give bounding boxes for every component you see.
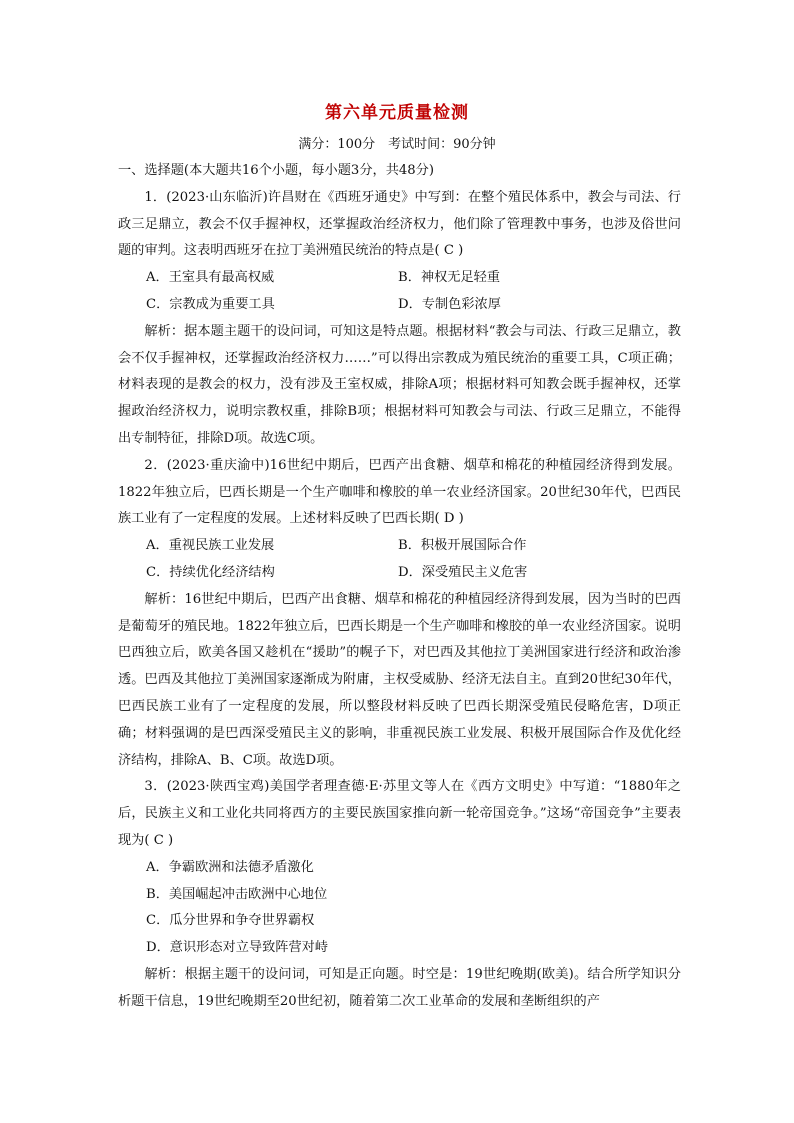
question-3-option-a: A．争霸欧洲和法德矛盾激化 <box>146 859 314 875</box>
question-2-analysis: 解析：16世纪中期后，巴西产出食糖、烟草和棉花的种植园经济得到发展，因为当时的巴西是葡萄牙的殖民地。1822年独立后，巴西长期是一个生产咖啡和橡胶的单一农业经济国家。说明巴西独立后，欧美各国又趁机在“援助”的幌子下，对巴西及其他拉丁美洲国家进行经济和政治渗透。巴西及其他拉丁美洲国家逐渐成为附庸，主权受威胁、经济无法自主。直到20世纪30年代，巴西民族工业有了一定程度的发展，所以整段材料反映了巴西长期深受殖民侵略危害，D项正确；材料强调的是巴西深受殖民主义的影响，非重视民族工业发展、积极开展国际合作及优化经济结构，排除A、B、C项。故选D项。 <box>118 591 681 768</box>
question-2-stem: 2．(2023·重庆渝中)16世纪中期后，巴西产出食糖、烟草和棉花的种植园经济得到发展。1822年独立后，巴西长期是一个生产咖啡和橡胶的单一农业经济国家。20世纪30年代，巴西民族工业有了一定程度的发展。上述材料反映了巴西长期( D ) <box>118 457 681 527</box>
question-1-analysis: 解析：据本题主题干的设问词，可知这是特点题。根据材料“教会与司法、行政三足鼎立，教会不仅手握神权，还掌握政治经济权力……”可以得出宗教成为殖民统治的重要工具，C项正确；材料表现的是教会的权力，没有涉及王室权威，排除A项；根据材料可知教会既手握神权，还掌握政治经济权力，说明宗教权重，排除B项；根据材料可知教会与司法、行政三足鼎立，不能得出专制特征，排除D项。故选C项。 <box>118 323 681 446</box>
document-body <box>118 158 681 1016</box>
question-2-options-row-1 <box>118 533 681 560</box>
question-2-option-d: D．深受殖民主义危害 <box>398 564 528 580</box>
question-2-option-c: C．持续优化经济结构 <box>146 564 275 580</box>
section-heading: 一、选择题(本大题共16个小题，每小题3分，共48分) <box>118 163 434 178</box>
question-1-option-c: C．宗教成为重要工具 <box>146 296 275 312</box>
question-1-option-a: A．王室具有最高权威 <box>146 270 275 286</box>
page-title: 第六单元质量检测 <box>325 103 469 123</box>
question-1-option-d: D．专制色彩浓厚 <box>398 296 501 312</box>
exam-info: 满分：100分 考试时间：90分钟 <box>298 137 496 152</box>
question-3-analysis: 解析：根据主题干的设问词，可知是正向题。时空是：19世纪晚期(欧美)。结合所学知识分析题干信息，19世纪晚期至20世纪初，随着第二次工业革命的发展和垄断组织的产 <box>118 966 681 1009</box>
question-3-option-c: C．瓜分世界和争夺世界霸权 <box>146 913 315 929</box>
question-2-option-b: B．积极开展国际合作 <box>398 538 527 554</box>
question-3-option-d: D．意识形态对立导致阵营对峙 <box>146 940 329 956</box>
question-2-option-a: A．重视民族工业发展 <box>146 538 275 554</box>
question-3-option-b: B．美国崛起冲击欧洲中心地位 <box>146 886 328 902</box>
question-1-options-row-2 <box>118 292 681 319</box>
question-1-stem: 1．(2023·山东临沂)许昌财在《西班牙通史》中写到：在整个殖民体系中，教会与司法、行政三足鼎立，教会不仅手握神权，还掌握政治经济权力，他们除了管理教中事务，也涉及俗世问题的审判。这表明西班牙在拉丁美洲殖民统治的特点是( C ) <box>118 189 681 259</box>
question-3-stem: 3．(2023·陕西宝鸡)美国学者理查德·E·苏里文等人在《西方文明史》中写道：“1880年之后，民族主义和工业化共同将西方的主要民族国家推向新一轮帝国竞争。”这场“帝国竞争”主要表现为( C ) <box>118 779 681 848</box>
question-1-options-row-1 <box>118 265 681 292</box>
question-2-options-row-2 <box>118 560 681 587</box>
question-1-option-b: B．神权无足轻重 <box>398 270 501 286</box>
